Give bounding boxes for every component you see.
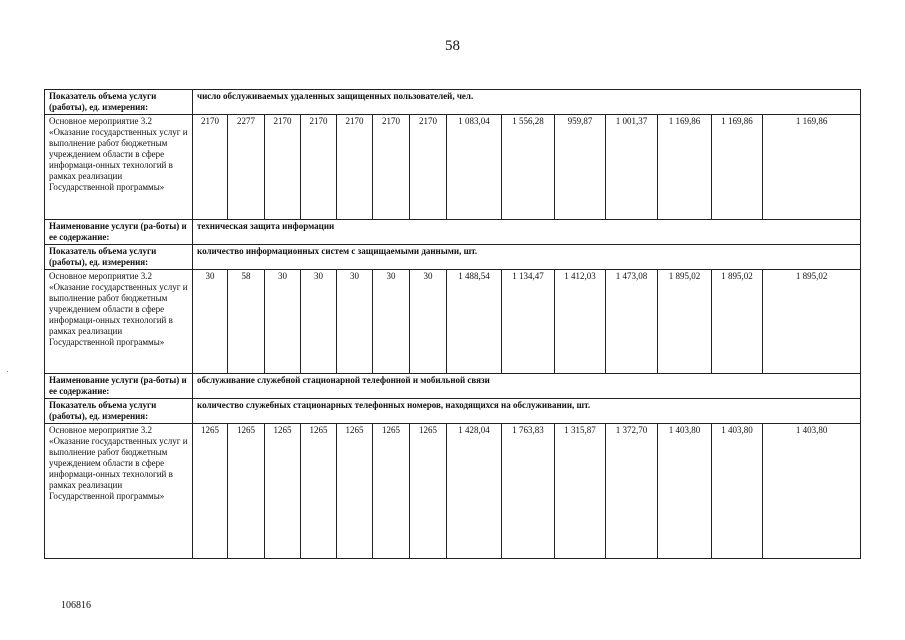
value-cell: 1 169,86 [763, 115, 861, 220]
value-cell: 1 428,04 [447, 424, 502, 559]
table-row-service-name [45, 374, 861, 399]
table-row-data [45, 115, 861, 220]
value-cell: 1265 [373, 424, 410, 559]
value-cell: 1 412,03 [555, 270, 606, 374]
value-cell: 1 403,80 [763, 424, 861, 559]
value-cell: 1 403,80 [658, 424, 712, 559]
row-label: Показатель объема услуги (работы), ед. измерения: [45, 90, 193, 115]
value-cell: 30 [265, 270, 301, 374]
value-cell: 1 556,28 [502, 115, 555, 220]
table-row-service-name [45, 220, 861, 245]
page-number: 58 [445, 38, 460, 54]
value-cell: 2170 [265, 115, 301, 220]
row-label: Показатель объема услуги (работы), ед. измерения: [45, 399, 193, 424]
row-label: Показатель объема услуги (работы), ед. измерения: [45, 245, 193, 270]
value-cell: 1265 [410, 424, 447, 559]
value-cell: 1265 [265, 424, 301, 559]
value-cell: 1 372,70 [606, 424, 658, 559]
value-cell: 1 169,86 [658, 115, 712, 220]
table-row-indicator-label [45, 399, 861, 424]
row-label: Наименование услуги (ра-боты) и ее содержание: [45, 220, 193, 245]
value-cell: 2170 [337, 115, 373, 220]
value-cell: 1 001,37 [606, 115, 658, 220]
value-cell: 1 315,87 [555, 424, 606, 559]
value-cell: 1 763,83 [502, 424, 555, 559]
value-cell: 1 895,02 [763, 270, 861, 374]
value-cell: 1 473,08 [606, 270, 658, 374]
measure-name: Основное мероприятие 3.2 «Оказание государственных услуг и выполнение работ бюджетным учреждением области в сфере информаци-онных технологий в рамках реализации Государственной программы» [45, 424, 193, 559]
value-cell: 959,87 [555, 115, 606, 220]
value-cell: 2170 [301, 115, 337, 220]
row-text: количество служебных стационарных телефонных номеров, находящихся на обслуживании, шт. [193, 399, 861, 424]
value-cell: 1265 [228, 424, 265, 559]
row-label: Наименование услуги (ра-боты) и ее содержание: [45, 374, 193, 399]
value-cell: 30 [373, 270, 410, 374]
value-cell: 1 403,80 [712, 424, 763, 559]
table-row-data [45, 270, 861, 374]
row-text: количество информационных систем с защищаемыми данными, шт. [193, 245, 861, 270]
value-cell: 30 [410, 270, 447, 374]
value-cell: 1265 [301, 424, 337, 559]
value-cell: 1 169,86 [712, 115, 763, 220]
value-cell: 1 895,02 [658, 270, 712, 374]
table-row-indicator-label [45, 90, 861, 115]
value-cell: 58 [228, 270, 265, 374]
measure-name: Основное мероприятие 3.2 «Оказание государственных услуг и выполнение работ бюджетным учреждением области в сфере информаци-онных технологий в рамках реализации Государственной программы» [45, 270, 193, 374]
value-cell: 2170 [373, 115, 410, 220]
document-code: 106816 [61, 600, 91, 611]
value-cell: 2170 [193, 115, 228, 220]
table-row-indicator-label [45, 245, 861, 270]
value-cell: 1 083,04 [447, 115, 502, 220]
row-text: обслуживание служебной стационарной телефонной и мобильной связи [193, 374, 861, 399]
value-cell: 1265 [193, 424, 228, 559]
value-cell: 1265 [337, 424, 373, 559]
row-text: число обслуживаемых удаленных защищенных пользователей, чел. [193, 90, 861, 115]
value-cell: 30 [301, 270, 337, 374]
table-row-data [45, 424, 861, 559]
value-cell: 1 488,54 [447, 270, 502, 374]
indicators-table [44, 89, 861, 559]
value-cell: 1 134,47 [502, 270, 555, 374]
value-cell: 30 [193, 270, 228, 374]
margin-mark [7, 371, 8, 372]
value-cell: 2170 [410, 115, 447, 220]
row-text: техническая защита информации [193, 220, 861, 245]
value-cell: 1 895,02 [712, 270, 763, 374]
value-cell: 30 [337, 270, 373, 374]
value-cell: 2277 [228, 115, 265, 220]
measure-name: Основное мероприятие 3.2 «Оказание государственных услуг и выполнение работ бюджетным учреждением области в сфере информаци-онных технологий в рамках реализации Государственной программы» [45, 115, 193, 220]
